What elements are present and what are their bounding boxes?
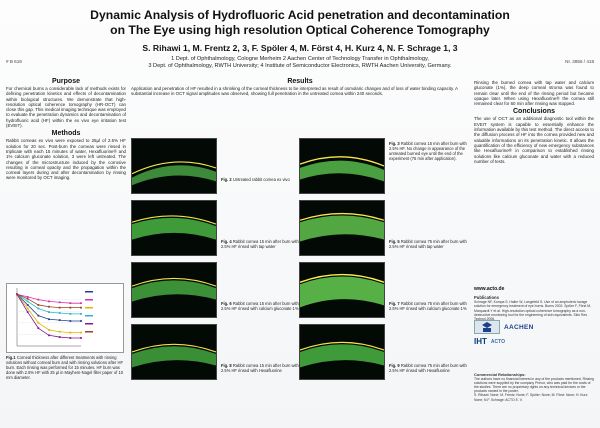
- chart-legend-swatch: [85, 299, 93, 301]
- chart-point: [69, 320, 71, 322]
- logo-aachen: AACHEN: [504, 323, 534, 331]
- chart-point: [59, 301, 61, 303]
- results-text: Application and penetration of HF resulted in a shrinking of the corneal thickness to be interpreted as result of osmolaric changes and of loss of water binding capacity. A substantial increase in OCT signal amplitudes was observed, showing full penetration in the untreated cornea within 240 seconds.: [131, 86, 458, 97]
- rwth-seal-icon: [474, 320, 500, 334]
- methods-text: Rabbit corneas ex vivo were exposed to 25µl of 2.5% HF solution for 20 sec. Post-burn the corneas were rinsed in triplicate with each 15 minutes of water, Hexafluorine® and 1% calcium gluconate solution, 3 were left untreated. The changes of the microstructure induced by the corrosive resulting in corneal opacity and the propagation within the corneal layers during and after decontamination by rinsing were monitored by OCT imaging.: [6, 138, 126, 181]
- left-column: [6, 76, 126, 181]
- publications: [474, 296, 594, 321]
- chart-point: [27, 298, 29, 300]
- chart-point: [37, 304, 39, 306]
- chart-point: [48, 311, 50, 313]
- logo-row-1: [474, 320, 594, 334]
- oct-image-fig8: [131, 324, 217, 380]
- footer-authors: S. Rihawi: None; M. Frentz: None; F. Spöler: None; M. Först: None; H. Kurz: None; N.F. Schrage: ACTO E. V.: [474, 393, 589, 402]
- website-link[interactable]: www.acto.de: [474, 286, 505, 292]
- chart-point: [59, 307, 61, 309]
- fig1-text: Corneal thickness after different treatments with rinsing solutions without corneal burn and with rinsing solutions after HF burn. Each rinsing was performed for 15 minutes. HF burn was done with 2.5% HF with 25 µl in Mayhem-Nagel filter paper of 10 mm diameter.: [6, 355, 124, 380]
- chart-point: [59, 331, 61, 333]
- thickness-line-chart: [7, 284, 125, 354]
- poster-code-right: Nr. 3856 / 418: [565, 59, 594, 64]
- chart-point: [27, 300, 29, 302]
- authors: S. Rihawi 1, M. Frentz 2, 3, F. Spöler 4, M. Först 4, H. Kurz 4, N. F. Schrage 1, 3: [142, 43, 458, 53]
- fig4-caption: Fig. 4 Rabbit cornea 15 min after burn with 2.5% HF rinsed with tap water: [221, 239, 299, 249]
- fig8-caption: Fig. 8 Rabbit cornea 15 min after burn with 2.5% HF rinsed with Hexafluorine: [221, 363, 299, 373]
- fig2-caption: Fig. 2 Untreated rabbit cornea ex vivo: [221, 177, 290, 182]
- logo-iht: IHT: [474, 337, 487, 346]
- oct-image-fig5: [299, 200, 385, 256]
- chart-legend-swatch: [85, 315, 93, 317]
- commercial-text: The authors have no financial interest in any of the products mentioned. Rinsing solutions were supplied by the company Prevor, who was paid for the costs of the studies. There are no proprietary rights on any technical devices or the products named in the poster.: [474, 377, 594, 394]
- chart-point: [27, 311, 29, 313]
- chart-point: [80, 313, 82, 315]
- publications-heading: Publications: [474, 295, 499, 300]
- title-line-2: on The Eye using high resolution Optical Coherence Tomography: [110, 23, 490, 37]
- oct-row-3: [131, 262, 469, 320]
- chart-point: [16, 293, 18, 295]
- fig1-number: Fig.1: [6, 355, 16, 360]
- chart-point: [48, 329, 50, 331]
- chart-series-line: [17, 294, 81, 332]
- oct-figure-grid: [131, 138, 469, 428]
- chart-point: [27, 296, 29, 298]
- chart-point: [80, 332, 82, 334]
- chart-legend-swatch: [85, 291, 93, 293]
- conclusions-text: The use of OCT as an additional diagnostic tool within the EVEIT system is capable to essentially enhance the information available by this test method. The direct access to the diffusion process of HF into the cornea provided new and valuable informations on its penetration kinetic. It allows the quantification of the efficiency of new emergency substances like Hexafluorine® in comparison to established rinsing solutions like calcium gluconate and water with a reduced number of tests.: [474, 116, 594, 164]
- chart-point: [69, 337, 71, 339]
- chart-point: [80, 337, 82, 339]
- fig9-caption: Fig. 9 Rabbit cornea 75 min after burn with 2.5% HF rinsed with Hexafluorine: [389, 363, 467, 373]
- chart-point: [48, 318, 50, 320]
- affiliation-line-2: 3 Dept. of Ophthalmology, RWTH University; 4 Institute of Semiconductor Electronics, RWTH Aachen University, Germany.: [148, 63, 452, 69]
- logo-acto: ACTO: [490, 338, 505, 345]
- conclusions-heading: Conclusions: [512, 108, 555, 116]
- fig7-caption: Fig. 7 Rabbit cornea 75 min after burn with 2.5% HF rinsed with calcium gluconate 1%: [389, 301, 467, 311]
- oct-image-fig4: [131, 200, 217, 256]
- chart-point: [80, 302, 82, 304]
- poster-code-left: # B 619: [6, 59, 22, 64]
- oct-row-4: [131, 324, 469, 382]
- fig5-caption: Fig. 5 Rabbit cornea 75 min after burn with 2.5% HF rinsed with tap water: [389, 239, 467, 249]
- chart-point: [37, 327, 39, 329]
- right-column: [474, 80, 594, 164]
- logo-area: [474, 320, 594, 368]
- chart-legend-swatch: [85, 323, 93, 325]
- affiliations: [60, 56, 540, 70]
- fig3-caption: Fig. 3 Rabbit cornea 15 min after burn with 2.5% HF. No change in appearance of the untreated burned eye until the end of the experiment (75 min after application).: [389, 141, 467, 161]
- oct-image-fig7: [299, 262, 385, 318]
- methods-heading: Methods: [51, 130, 81, 138]
- chart-point: [37, 315, 39, 317]
- oct-image-fig9: [299, 324, 385, 380]
- oct-image-fig3: [299, 138, 385, 194]
- chart-point: [48, 306, 50, 308]
- chart-point: [80, 307, 82, 309]
- chart-point: [37, 322, 39, 324]
- rinsing-text: Rinsing the burned cornea with tap water and calcium gluconate (1%), the deep corneal stroma was found to remain clear until the end of the rinsing period but became opaque later. When using Hexafluorine® the cornea still remained clear for 60 min after rinsing was stopped.: [474, 80, 594, 107]
- oct-row-2: [131, 200, 469, 258]
- fig1-chart: [6, 283, 124, 353]
- chart-point: [69, 302, 71, 304]
- chart-point: [59, 319, 61, 321]
- poster-title: [40, 8, 560, 38]
- oct-image-fig6: [131, 262, 217, 318]
- chart-legend-swatch: [85, 307, 93, 309]
- purpose-text: For chemical burns a considerable lack of methods exists for defining penetration kinetics and effects of decontamination within biological structures. We demonstrate that high-resolution optical coherence tomography (HR-OCT) can close this gap. This medical imaging technique was employed to evaluate the penetration dynamics and decontamination of hydrofluoric acid (HF) within the ex vivo eye irritation test (EVEIT).: [6, 86, 126, 129]
- chart-point: [69, 313, 71, 315]
- publications-text: Schrage NF, Kompa S, Haller W, Langefeld S. Use of an amphoteric lavage solution for emergency treatment of eye burns. Burns 2002. Spöler F, Först M, Marquardt Y et al. High-resolution optical coherence tomography as a non-destructive monitoring tool for the engineering of skin equivalents. Skin Res: [474, 300, 592, 317]
- oct-image-fig2: [131, 138, 217, 194]
- chart-point: [48, 300, 50, 302]
- chart-point: [27, 308, 29, 310]
- chart-point: [37, 308, 39, 310]
- chart-point: [80, 320, 82, 322]
- logo-row-2: [474, 337, 594, 346]
- fig6-caption: Fig. 6 Rabbit cornea 15 min after burn with 2.5% HF rinsed with calcium gluconate 1%: [221, 301, 299, 311]
- chart-legend-swatch: [85, 331, 93, 333]
- affiliation-line-1: 1 Dept. of Ophthalmology, Cologne Merheim 2 Aachen Center of Technology Transfer in Ophthalmology,: [171, 56, 429, 62]
- commercial-heading: Commercial Relationships:: [474, 372, 526, 377]
- chart-point: [59, 336, 61, 338]
- chart-point: [69, 332, 71, 334]
- title-line-1: Dynamic Analysis of Hydrofluoric Acid penetration and decontamination: [90, 8, 510, 22]
- chart-point: [59, 312, 61, 314]
- results-column: [131, 76, 469, 373]
- chart-point: [37, 299, 39, 301]
- results-heading: Results: [287, 78, 313, 85]
- commercial-relationships: [474, 373, 594, 402]
- chart-point: [27, 304, 29, 306]
- oct-row-1: [131, 138, 469, 196]
- purpose-heading: Purpose: [51, 78, 80, 85]
- chart-point: [48, 334, 50, 336]
- fig1-caption: [6, 356, 124, 381]
- chart-point: [69, 307, 71, 309]
